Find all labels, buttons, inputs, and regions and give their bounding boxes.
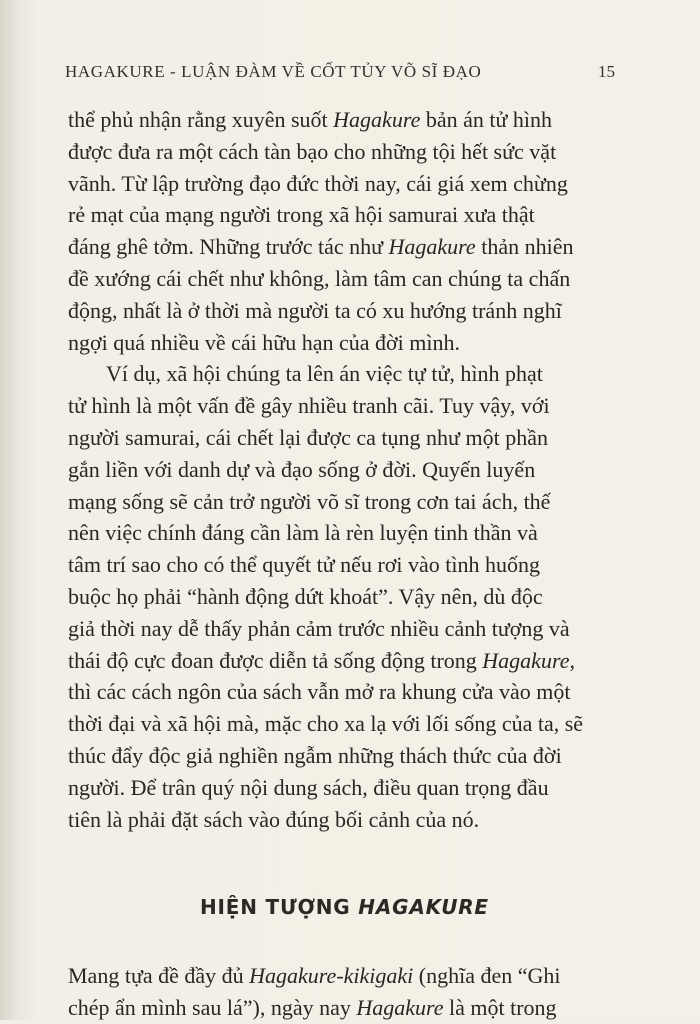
text-segment: tâm trí sao cho có thể quyết tử nếu rơi vào tình huống [68,552,541,578]
text-segment: bản án tử hình [420,107,553,132]
text-segment: giả thời nay dễ thấy phản cảm trước nhiều cảnh tượng và [68,615,570,641]
text-segment: thúc đẩy độc giả nghiền ngẫm những thách thức của đời [68,742,562,768]
text-line [68,136,614,168]
text-segment: đáng ghê tởm. Những trước tác như [68,234,389,260]
text-segment: chép ẩn mình sau lá”), ngày nay [68,994,357,1020]
text-segment: gắn liền với danh dự và đạo sống ở đời. Quyến luyến [68,456,536,482]
text-line [68,454,614,486]
text-segment: là một trong [443,994,557,1020]
text-line [68,772,614,804]
text-segment: mạng sống sẽ cản trở người võ sĩ trong cơn tai ách, thế [68,488,551,514]
text-segment: thể phủ nhận rằng xuyên suốt [68,107,334,132]
text-segment: thái độ cực đoan được diễn tả sống động trong [68,647,483,673]
text-line [68,740,614,772]
text-line [68,549,614,581]
italic-title: Hagakure-kikigaki [249,963,414,988]
section-heading [200,895,489,919]
text-line [68,263,614,295]
page-number: 15 [598,62,615,81]
text-segment: người samurai, cái chết lại được ca tụng như một phần [68,424,548,450]
text-line [68,327,614,359]
paragraph-1 [68,104,614,358]
text-line [68,199,614,231]
text-line [68,708,614,740]
text-line [68,231,614,263]
italic-title: Hagakure [482,647,570,673]
text-line [68,390,614,422]
text-segment: thì các cách ngôn của sách vẫn mở ra khung cửa vào một [68,679,571,705]
text-segment: rẻ mạt của mạng người trong xã hội samurai xưa thật [68,202,535,228]
text-line [68,422,614,454]
text-line [68,295,614,327]
text-segment: ngợi quá nhiều về cái hữu hạn của đời mình. [68,329,460,355]
text-line [68,486,614,518]
text-line [68,168,614,200]
body-text [68,104,614,835]
text-segment: Ví dụ, xã hội chúng ta lên án việc tự tử, hình phạt [106,361,543,387]
text-segment: tiên là phải đặt sách vào đúng bối cảnh của nó. [68,806,480,832]
text-segment: buộc họ phải “hành động dứt khoát”. Vậy nên, dù độc [68,583,543,609]
italic-title: Hagakure [356,994,444,1020]
text-line [68,613,614,645]
paragraph-2 [68,358,614,835]
page-header [65,62,615,88]
text-segment: thời đại và xã hội mà, mặc cho xa lạ với lối sống của ta, sẽ [68,711,584,737]
text-line [68,645,614,677]
text-segment: , [569,647,575,673]
text-line [68,581,614,613]
text-line [68,804,614,836]
section-heading-prefix: HIỆN TƯỢNG [200,895,359,919]
paragraph-3 [68,960,614,1024]
text-line [68,358,614,390]
text-segment: (nghĩa đen “Ghi [413,963,561,988]
text-segment: Mang tựa đề đầy đủ [68,963,250,988]
text-segment: động, nhất là ở thời mà người ta có xu hướng tránh nghĩ [68,297,562,323]
text-line [68,992,614,1024]
text-segment: được đưa ra một cách tàn bạo cho những tội hết sức vặt [68,138,557,164]
italic-title: Hagakure [388,234,476,260]
body-text-continued [68,960,614,1024]
running-title: HAGAKURE - LUẬN ĐÀM VỀ CỐT TỦY VÕ SĨ ĐẠO [65,62,482,81]
text-segment: tử hình là một vấn đề gây nhiều tranh cãi. Tuy vậy, với [68,393,550,419]
text-line [68,104,614,136]
text-segment: nên việc chính đáng cần làm là rèn luyện tinh thần và [68,520,538,546]
text-segment: thản nhiên [475,234,574,260]
text-segment: đề xướng cái chết như không, làm tâm can chúng ta chấn [68,265,571,291]
italic-title: Hagakure [333,107,421,132]
section-heading-italic: HAGAKURE [358,895,489,919]
text-segment: vãnh. Từ lập trường đạo đức thời nay, cái giá xem chừng [68,170,568,196]
text-segment: người. Để trân quý nội dung sách, điều quan trọng đầu [68,774,549,800]
text-line [68,960,614,992]
text-line [68,676,614,708]
text-line [68,517,614,549]
